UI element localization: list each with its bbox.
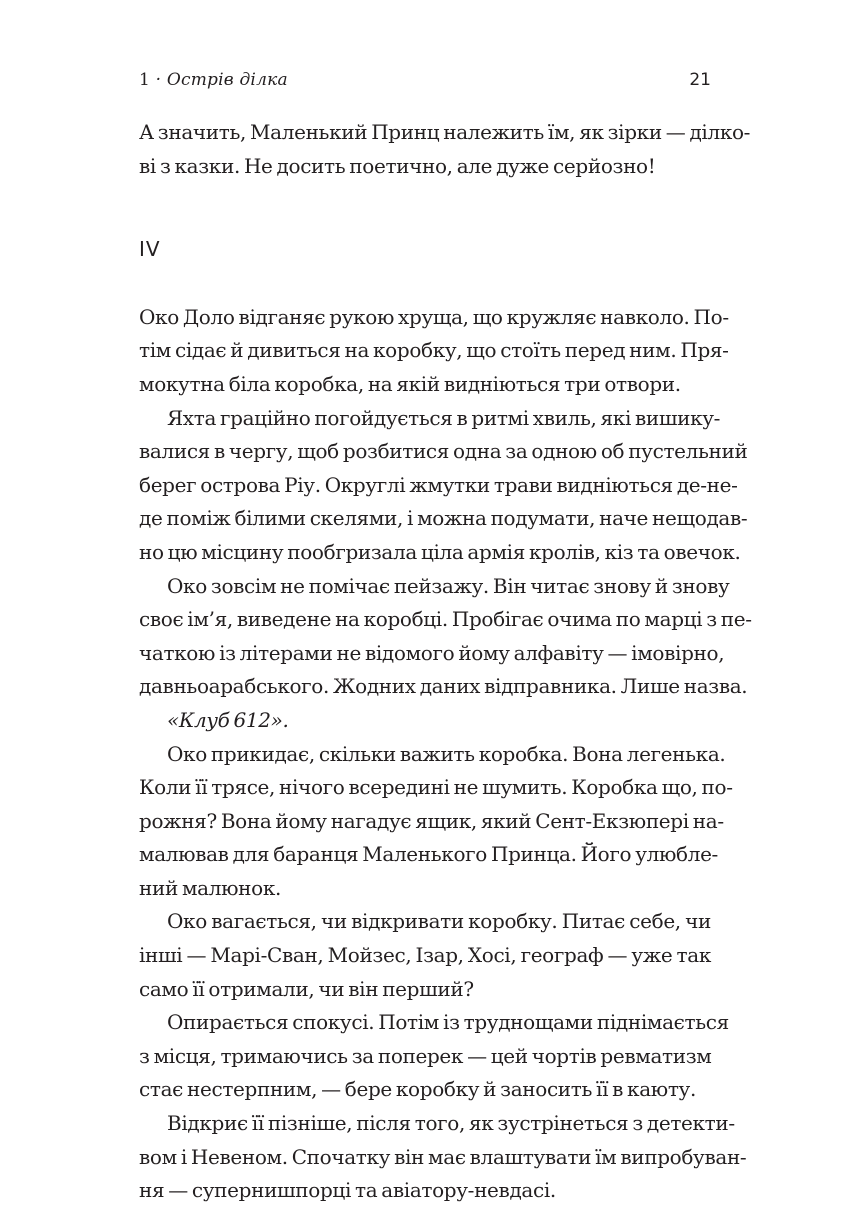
text-line: де поміж білими скелями, і можна подумати, наче нещодав- <box>139 506 748 531</box>
text-line: берег острова Ріу. Округлі жмутки трави видніються де-не- <box>139 472 738 497</box>
running-head-separator: · <box>155 70 162 90</box>
text-line: мокутна біла коробка, на якій видніються три отвори. <box>139 371 681 396</box>
text-line: само її отримали, чи він перший? <box>139 976 474 1001</box>
running-head-chapter <box>139 68 288 92</box>
chapter-title: Острів ділка <box>166 70 288 90</box>
text-line: Відкриє її пізніше, після того, як зустрінеться з детекти- <box>167 1111 735 1136</box>
text-line: своє ім’я, виведене на коробці. Пробігає очима по марці з пе- <box>139 607 752 632</box>
text-line: но цю місцину пообгризала ціла армія кролів, кіз та овечок. <box>139 539 741 564</box>
chapter-number: 1 <box>139 70 151 90</box>
text-line: Око прикидає, скільки важить коробка. Вона легенька. <box>167 741 726 766</box>
text-line: ний малюнок. <box>139 875 281 900</box>
text-line: рожня? Вона йому нагадує ящик, який Сент-Екзюпері на- <box>139 808 724 833</box>
text-line: Око вагається, чи відкривати коробку. Питає себе, чи <box>167 909 711 934</box>
text-line: малював для баранця Маленького Принца. Його улюбле- <box>139 842 718 867</box>
text-line: валися в чергу, щоб розбитися одна за одною об пустельний <box>139 439 748 464</box>
section-heading: IV <box>139 237 161 262</box>
text-line: Око зовсім не помічає пейзажу. Він читає знову й знову <box>167 573 730 598</box>
body-text <box>139 116 752 1208</box>
text-line: давньоарабського. Жодних даних відправника. Лише назва. <box>139 674 748 699</box>
text-line: Яхта граційно погойдується в ритмі хвиль, які вишику- <box>167 405 721 430</box>
text-line: ня — супернишпорці та авіатору-невдасі. <box>139 1178 556 1203</box>
text-line: вом і Невеном. Спочатку він має влаштувати їм випробуван- <box>139 1144 747 1169</box>
text-line: Коли її трясе, нічого всередині не шумить. Коробка що, по- <box>139 775 733 800</box>
text-line: Око Доло відганяє рукою хруща, що кружляє навколо. По- <box>139 304 729 329</box>
club-name-line: «Клуб 612». <box>167 707 289 732</box>
text-line: А значить, Маленький Принц належить їм, як зірки — ділко- <box>139 120 751 144</box>
text-line: ві з казки. Не досить поетично, але дуже серйозно! <box>139 153 656 178</box>
text-line: інші — Марі-Сван, Мойзес, Ізар, Хосі, географ — уже так <box>139 943 711 968</box>
text-line: стає нестерпним, — бере коробку й заносить її в каюту. <box>139 1077 696 1102</box>
text-line: Опирається спокусі. Потім із труднощами піднімається <box>167 1010 729 1035</box>
running-head <box>139 68 711 92</box>
text-line: з місця, тримаючись за поперек — цей чортів ревматизм <box>139 1043 712 1068</box>
text-line: тім сідає й дивиться на коробку, що стоїть перед ним. Пря- <box>139 338 729 363</box>
page-number: 21 <box>689 70 711 90</box>
text-line: чаткою із літерами не відомого йому алфавіту — імовірно, <box>139 640 725 665</box>
